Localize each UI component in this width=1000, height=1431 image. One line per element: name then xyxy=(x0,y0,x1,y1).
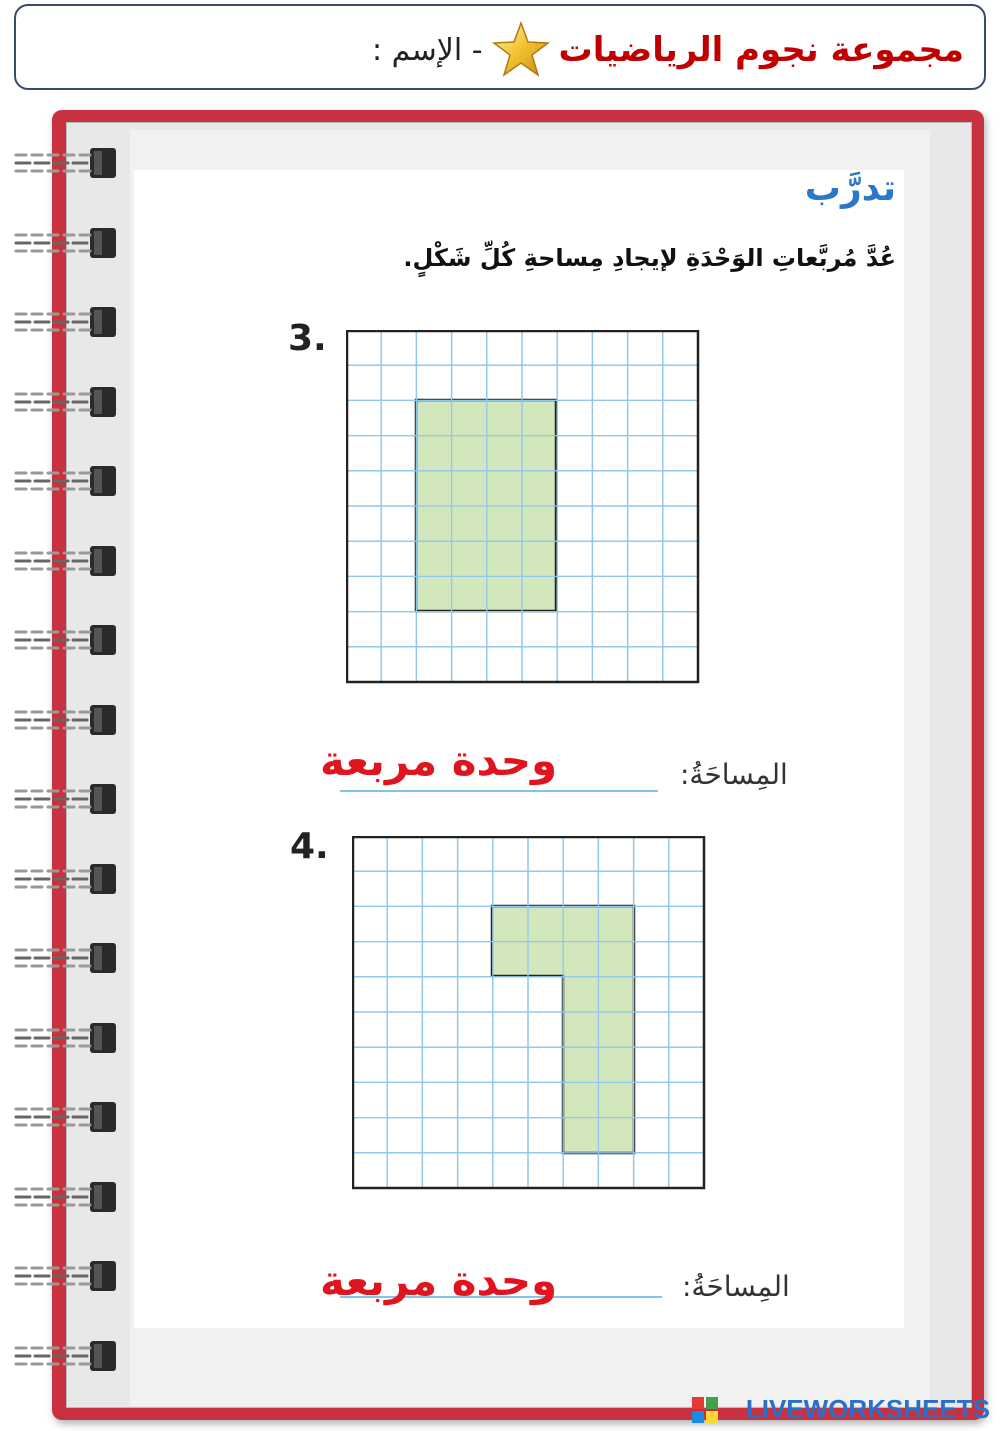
inner-grid-lines xyxy=(347,331,697,681)
spiral-ring xyxy=(12,1179,122,1215)
spiral-ring xyxy=(12,463,122,499)
spiral-ring xyxy=(12,781,122,817)
spiral-ring xyxy=(12,384,122,420)
grid-figure-4 xyxy=(352,836,706,1190)
instruction-text: عُدَّ مُربَّعاتِ الوَحْدَةِ لإيجادِ مِساحةِ كُلِّ شَكْلٍ. xyxy=(403,244,896,272)
spiral-ring xyxy=(12,1020,122,1056)
spiral-ring xyxy=(12,940,122,976)
spiral-ring xyxy=(12,145,122,181)
section-title: تدرَّب xyxy=(804,168,896,209)
name-label: - الإسم : xyxy=(371,32,483,68)
spiral-ring xyxy=(12,1099,122,1135)
header-content xyxy=(372,20,964,80)
header-box xyxy=(14,4,986,90)
spiral-ring xyxy=(12,1338,122,1374)
spiral-ring xyxy=(12,225,122,261)
watermark: LIVEWORKSHEETS xyxy=(745,1394,990,1424)
spiral-ring xyxy=(12,1258,122,1294)
spiral-ring xyxy=(12,543,122,579)
question-number: 4. xyxy=(290,826,329,867)
spiral-ring xyxy=(12,861,122,897)
spiral-ring xyxy=(12,622,122,658)
grid-figure-3 xyxy=(346,330,700,684)
group-name: مجموعة نجوم الرياضيات xyxy=(558,30,964,70)
area-label-3: المِساحَةُ: xyxy=(680,758,788,791)
inner-grid-lines xyxy=(353,837,703,1187)
answer-input-4[interactable]: وحدة مربعة xyxy=(320,1256,558,1305)
area-label-4: المِساحَةُ: xyxy=(682,1270,790,1303)
question-number: 3. xyxy=(288,318,327,359)
liveworksheets-logo-icon xyxy=(692,1397,718,1423)
spiral-ring xyxy=(12,304,122,340)
answer-line-3 xyxy=(340,790,658,792)
star-icon xyxy=(491,20,551,80)
answer-input-3[interactable]: وحدة مربعة xyxy=(320,736,558,785)
spiral-ring xyxy=(12,702,122,738)
